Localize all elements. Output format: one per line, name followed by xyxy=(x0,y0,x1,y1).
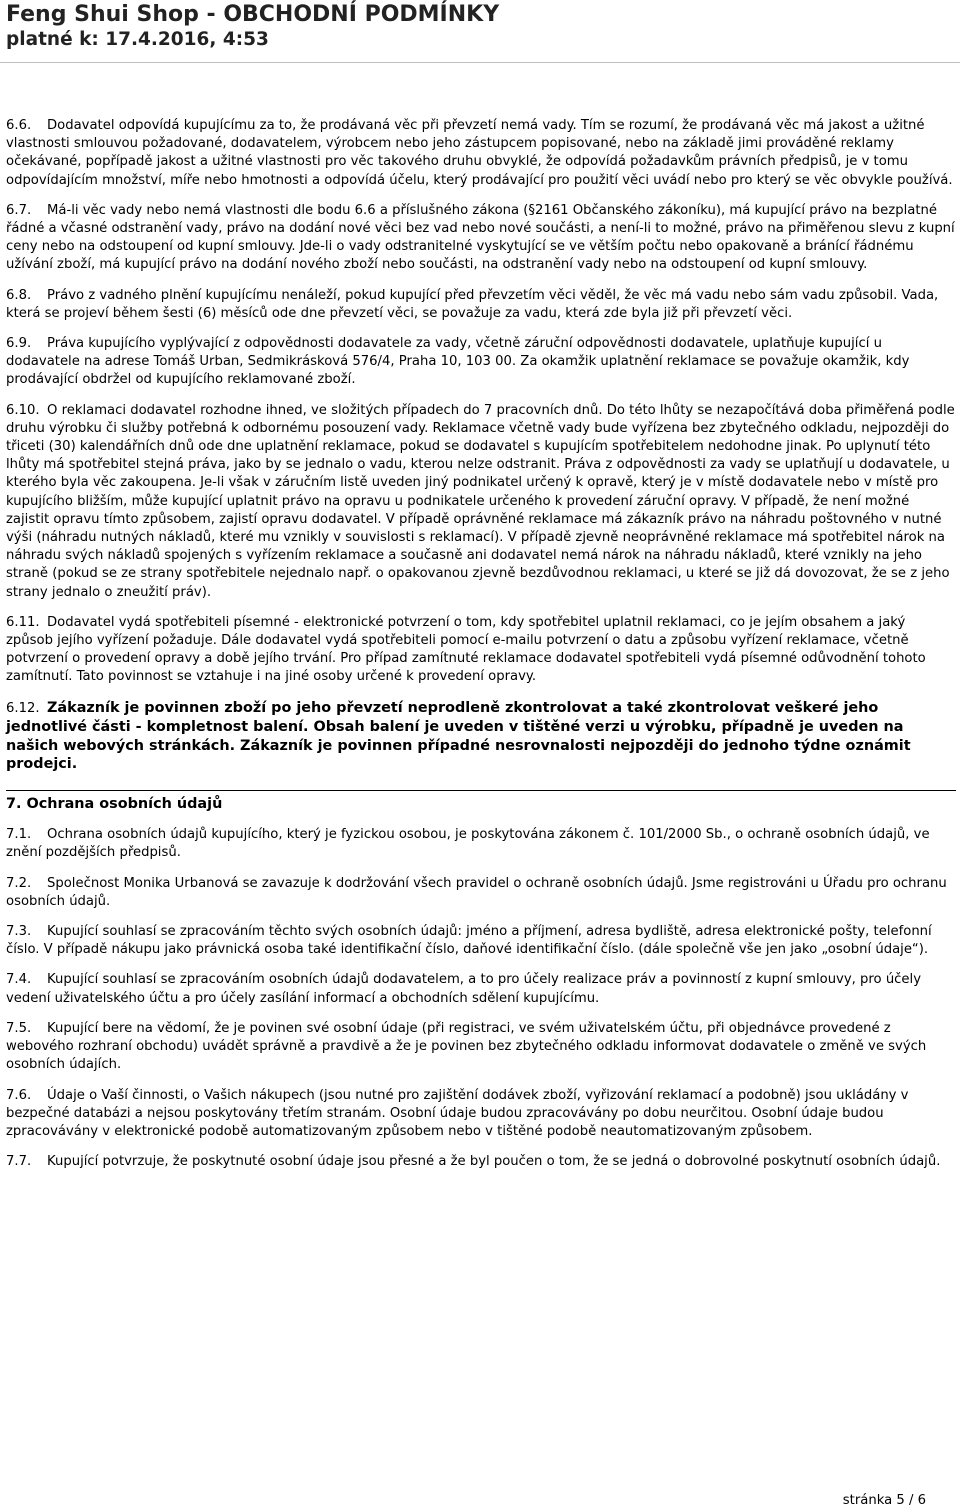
header-divider xyxy=(0,62,960,63)
clause-number: 7.1. xyxy=(6,827,32,843)
clause-7-2 xyxy=(6,875,956,911)
document-header xyxy=(6,2,499,52)
section-heading: 7. Ochrana osobních údajů xyxy=(6,796,223,813)
clause-text: Zákazník je povinnen zboží po jeho převzetí neprodleně zkontrolovat a také zkontrolovat veškeré jeho jednotlivé části - kompletnost balení. Obsah balení je uveden v tištěné verzi u výrobku, případně je uveden na našich webových stránkách. Zákazník je povinnen případné nesrovnalosti nejpozději do jednoho týdne oznámit prodejci. xyxy=(6,699,911,773)
clause-6-11 xyxy=(6,614,956,687)
clause-number: 7.2. xyxy=(6,875,32,891)
page-number: stránka 5 / 6 xyxy=(842,1493,926,1508)
clause-number: 7.5. xyxy=(6,1020,32,1036)
clause-text: Má-li věc vady nebo nemá vlastnosti dle bodu 6.6 a příslušného zákona (§2161 Občanského zákoníku), má kupující právo na bezplatné řádné a včasné odstranění vady, právo na dodání nové věci bez vad nebo nové součásti, a není-li to možné, právo na přiměřenou slevu z kupní ceny nebo na odstoupení od kupní smlouvy. Jde-li o vady odstranitelné vyskytující se ve větším počtu nebo opakovaně a bránící řádnému užívání zboží, má kupující právo na dodání nového zboží nebo součásti, na odstranění vady nebo na odstoupení od kupní smlouvy. xyxy=(6,202,955,273)
clause-text: Kupující bere na vědomí, že je povinen své osobní údaje (při registraci, ve svém uživatelském účtu, při objednávce provedené z webového rozhraní obchodu) uvádět správně a pravdivě a že je povinen bez zbytečného odkladu informovat dodavatele o změně ve svých osobních údajích. xyxy=(6,1020,927,1073)
clause-number: 6.8. xyxy=(6,287,32,303)
clause-number: 6.11. xyxy=(6,614,40,630)
clause-7-5 xyxy=(6,1020,956,1075)
clause-text: Údaje o Vaší činnosti, o Vašich nákupech (jsou nutné pro zajištění dodávek zboží, vyřizování reklamací a podobně) jsou ukládány v bezpečné databázi a nejsou poskytovány třetím stranám. Osobní údaje budou zpracovávány po dobu neurčitou. Osobní údaje budou zpracovávány v elektronické podobě automatizovaným způsobem nebo v tištěné podobě neautomatizovaným způsobem. xyxy=(6,1087,909,1139)
clause-text: Kupující potvrzuje, že poskytnuté osobní údaje jsou přesné a že byl poučen o tom, že se jedná o dobrovolné poskytnutí osobních údajů. xyxy=(47,1154,941,1170)
clause-number: 7.4. xyxy=(6,972,32,988)
validity-date: platné k: 17.4.2016, 4:53 xyxy=(6,29,269,50)
clause-text: Kupující souhlasí se zpracováním osobních údajů dodavatelem, a to pro účely realizace práv a povinností z kupní smlouvy, pro účely vedení uživatelského účtu a pro účely zasílání informací a obchodních sdělení kupujícímu. xyxy=(6,972,922,1006)
clause-6-8 xyxy=(6,287,956,323)
clause-6-10 xyxy=(6,402,956,602)
clause-7-3 xyxy=(6,923,956,959)
clause-6-6 xyxy=(6,117,956,190)
clause-text: O reklamaci dodavatel rozhodne ihned, ve složitých případech do 7 pracovních dnů. Do této lhůty se nezapočítává doba přiměřená podle druhu výrobku či služby potřebná k odbornému posouzení vady. Reklamace včetně vady bude vyřízena bez zbytečného odkladu, nejpozději do třiceti (30) kalendářních dnů ode dne uplatnění reklamace, pokud se dodavatel s kupujícím spotřebitelem nedohodne jinak. Po uplynutí této lhůty má spotřebitel stejná práva, jako by se jednalo o vadu, kterou nelze odstranit. Práva z odpovědnosti za vady se uplatňují u dodavatele, u kterého byla věc zakoupena. Je-li však v záručním listě uveden jiný podnikatel určený k opravě, který je v místě dodavatele nebo v místě pro kupujícího bližším, může kupující uplatnit právo na opravu u podnikatele určeného k provedení záruční opravy. V případě, že není možné zajistit opravu tímto způsobem, zajistí opravu dodavatel. V případě oprávněné reklamace má zákazník právo na náhradu poštovného v nutné výši (náhradu nutných nákladů, které mu vznikly v souvislosti s reklamací). V případě zjevně neoprávněné reklamace má spotřebitel nárok na náhradu svých nákladů spojených s vyřízením reklamace a současně ani dodavatel nemá nárok na náhradu nákladů, které vznikly na jeho straně (pokud se ze strany spotřebitele nejednalo např. o opakovanou zjevně bezdůvodnou reklamaci, u které se již dá dovozovat, že se z jeho strany jednalo o zneužití práv). xyxy=(6,402,955,600)
clause-number: 7.6. xyxy=(6,1087,32,1103)
section-divider xyxy=(6,790,956,791)
clause-7-6 xyxy=(6,1087,956,1142)
clause-number: 6.12. xyxy=(6,700,40,716)
document-body xyxy=(6,117,956,1183)
clause-6-12 xyxy=(6,699,956,774)
clause-text: Kupující souhlasí se zpracováním těchto svých osobních údajů: jméno a příjmení, adresa bydliště, adresa elektronické pošty, telefonní číslo. V případě nákupu jako právnická osoba také identifikační číslo, daňové identifikační číslo. (dále společně vše jen jako „osobní údaje“). xyxy=(6,924,932,958)
clause-7-1 xyxy=(6,826,956,862)
clause-text: Dodavatel odpovídá kupujícímu za to, že prodávaná věc při převzetí nemá vady. Tím se rozumí, že prodávaná věc má jakost a užitné vlastnosti smlouvou požadované, dodavatelem, výrobcem nebo jeho zástupcem popisované, nebo na základě jimi prováděné reklamy očekávané, popřípadě jakost a užitné vlastnosti pro věc takového druhu obvyklé, že odpovídá požadavkům právních předpisů, je v tomu odpovídajícím množství, míře nebo hmotnosti a odpovídá účelu, který prodávající pro použití věci uvádí nebo pro který se věc obvykle používá. xyxy=(6,118,953,188)
clause-number: 7.7. xyxy=(6,1154,32,1170)
clause-text: Práva kupujícího vyplývající z odpovědnosti dodavatele za vady, včetně záruční odpovědnosti dodavatele, uplatňuje kupující u dodavatele na adrese Tomáš Urban, Sedmikrásková 576/4, Praha 10, 103 00. Za okamžik uplatnění reklamace se považuje okamžik, kdy prodávající obdržel od kupujícího reklamované zboží. xyxy=(6,336,910,388)
clause-number: 7.3. xyxy=(6,924,32,940)
clause-number: 6.7. xyxy=(6,202,32,218)
clause-number: 6.6. xyxy=(6,118,32,133)
clause-text: Společnost Monika Urbanová se zavazuje k dodržování všech pravidel o ochraně osobních údajů. Jsme registrováni u Úřadu pro ochranu osobních údajů. xyxy=(6,875,947,909)
clause-7-7 xyxy=(6,1153,956,1171)
clause-text: Dodavatel vydá spotřebiteli písemné - elektronické potvrzení o tom, kdy spotřebitel uplatnil reklamaci, co je jejím obsahem a jaký způsob jejího vyřízení požaduje. Dále dodavatel vydá spotřebiteli pomocí e-mailu potvrzení o datu a způsobu vyřízení reklamace, včetně potvrzení o provedení opravy a době jejího trvání. Pro případ zamítnuté reklamace dodavatel spotřebiteli vydá písemné odůvodnění tohoto zamítnutí. Tato povinnost se vztahuje i na jiné osoby určené k provedení opravy. xyxy=(6,614,926,685)
clause-text: Ochrana osobních údajů kupujícího, který je fyzickou osobou, je poskytována zákonem č. 101/2000 Sb., o ochraně osobních údajů, ve znění pozdějších předpisů. xyxy=(6,827,930,861)
clause-6-7 xyxy=(6,202,956,275)
clause-number: 6.10. xyxy=(6,402,40,418)
document-title: Feng Shui Shop - OBCHODNÍ PODMÍNKY xyxy=(6,2,500,27)
clause-text: Právo z vadného plnění kupujícímu nenáleží, pokud kupující před převzetím věci věděl, že věc má vadu nebo sám vadu způsobil. Vada, která se projeví během šesti (6) měsíců ode dne převzetí věci, se považuje za vadu, která zde byla již při převzetí věci. xyxy=(6,287,939,321)
clause-number: 6.9. xyxy=(6,336,32,352)
clause-7-4 xyxy=(6,971,956,1007)
clause-6-9 xyxy=(6,335,956,390)
